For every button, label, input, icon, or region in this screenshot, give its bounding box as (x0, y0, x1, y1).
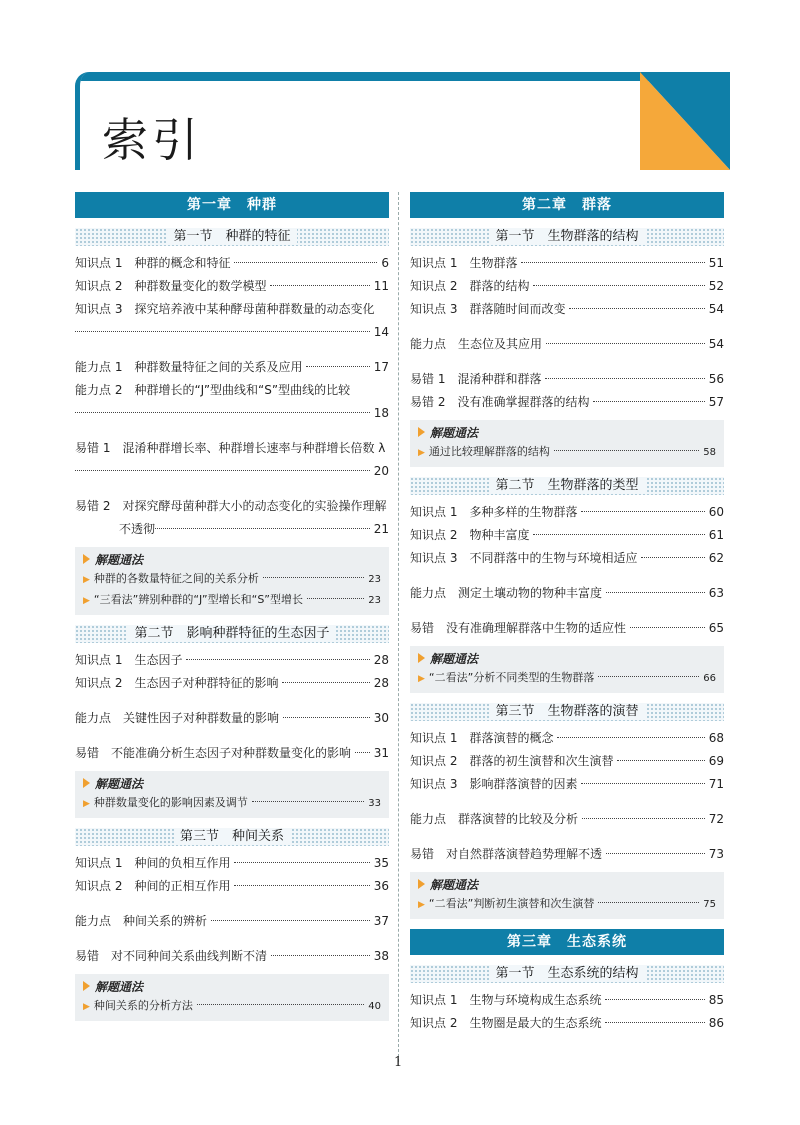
toc-entry[interactable]: 易错 没有准确理解群落中生物的适应性 65 (410, 621, 724, 635)
right-column (410, 192, 724, 1035)
toc-entry[interactable]: 知识点 1 生态因子 28 (75, 653, 389, 667)
chapter-heading: 第一章 种群 (75, 192, 389, 218)
section-heading: 第二节 生物群落的类型 (410, 477, 724, 495)
triangle-bullet-icon: ▶ (418, 674, 425, 684)
triangle-bullet-icon: ▶ (418, 900, 425, 910)
toc-entry[interactable]: 易错 2 没有准确掌握群落的结构 57 (410, 395, 724, 409)
method-entry[interactable]: ▶ 通过比较理解群落的结构 58 (418, 442, 716, 463)
method-title: 解题通法 (83, 978, 381, 996)
header-bar (80, 72, 730, 81)
triangle-bullet-icon: ▶ (83, 799, 90, 809)
toc-entry[interactable]: 知识点 2 群落的初生演替和次生演替 69 (410, 754, 724, 768)
toc-entry[interactable]: 易错 1 混淆种群和群落 56 (410, 372, 724, 386)
method-box (410, 646, 724, 693)
method-box (410, 872, 724, 919)
toc-entry[interactable]: 易错 1 混淆种群增长率、种群增长速率与种群增长倍数 λ 20 (75, 441, 389, 478)
flag-icon (418, 427, 425, 437)
toc-entry[interactable]: 知识点 3 探究培养液中某种酵母菌种群数量的动态变化 14 (75, 302, 389, 339)
method-entry[interactable]: ▶ “三看法”辨别种群的“J”型增长和“S”型增长 23 (83, 590, 381, 611)
toc-entry[interactable]: 知识点 2 种群数量变化的数学模型 11 (75, 279, 389, 293)
triangle-bullet-icon: ▶ (83, 575, 90, 585)
toc-entry[interactable]: 易错 对不同种间关系曲线判断不清 38 (75, 949, 389, 963)
corner-fold-decoration (640, 72, 730, 170)
toc-entry[interactable]: 能力点 群落演替的比较及分析 72 (410, 812, 724, 826)
toc-entry[interactable]: 知识点 1 多种多样的生物群落 60 (410, 505, 724, 519)
method-title: 解题通法 (418, 876, 716, 894)
section-heading: 第一节 生态系统的结构 (410, 965, 724, 983)
toc-entry[interactable]: 能力点 测定土壤动物的物种丰富度 63 (410, 586, 724, 600)
triangle-bullet-icon: ▶ (418, 448, 425, 458)
flag-icon (83, 554, 90, 564)
flag-icon (418, 653, 425, 663)
toc-entry[interactable]: 知识点 2 物种丰富度 61 (410, 528, 724, 542)
toc-entry[interactable]: 知识点 2 生态因子对种群特征的影响 28 (75, 676, 389, 690)
method-entry[interactable]: ▶ “二看法”判断初生演替和次生演替 75 (418, 894, 716, 915)
triangle-bullet-icon: ▶ (83, 596, 90, 606)
toc-entry[interactable]: 能力点 种间关系的辨析 37 (75, 914, 389, 928)
toc-entry[interactable]: 知识点 2 生物圈是最大的生态系统 86 (410, 1016, 724, 1030)
column-divider (398, 192, 399, 1062)
section-heading: 第二节 影响种群特征的生态因子 (75, 625, 389, 643)
page-title: 索引 (102, 113, 202, 167)
toc-entry[interactable]: 易错 对自然群落演替趋势理解不透 73 (410, 847, 724, 861)
left-column (75, 192, 389, 1021)
chapter-heading: 第二章 群落 (410, 192, 724, 218)
method-title: 解题通法 (83, 775, 381, 793)
toc-entry[interactable]: 能力点 关键性因子对种群数量的影响 30 (75, 711, 389, 725)
flag-icon (83, 778, 90, 788)
method-title: 解题通法 (418, 424, 716, 442)
section-heading: 第三节 生物群落的演替 (410, 703, 724, 721)
section-heading: 第三节 种间关系 (75, 828, 389, 846)
method-title: 解题通法 (83, 551, 381, 569)
method-box (75, 771, 389, 818)
page-number: 1 (394, 1055, 403, 1070)
chapter-heading: 第三章 生态系统 (410, 929, 724, 955)
toc-entry[interactable]: 能力点 2 种群增长的“J”型曲线和“S”型曲线的比较 18 (75, 383, 389, 420)
flag-icon (83, 981, 90, 991)
method-box (75, 974, 389, 1021)
method-entry[interactable]: ▶ “二看法”分析不同类型的生物群落 66 (418, 668, 716, 689)
triangle-bullet-icon: ▶ (83, 1002, 90, 1012)
toc-entry[interactable]: 知识点 1 生物与环境构成生态系统 85 (410, 993, 724, 1007)
toc-entry[interactable]: 知识点 2 种间的正相互作用 36 (75, 879, 389, 893)
method-box (410, 420, 724, 467)
toc-entry[interactable]: 知识点 3 影响群落演替的因素 71 (410, 777, 724, 791)
index-header (75, 72, 730, 170)
method-box (75, 547, 389, 615)
toc-entry[interactable]: 知识点 1 种间的负相互作用 35 (75, 856, 389, 870)
method-entry[interactable]: ▶ 种间关系的分析方法 40 (83, 996, 381, 1017)
section-heading: 第一节 生物群落的结构 (410, 228, 724, 246)
method-entry[interactable]: ▶ 种群数量变化的影响因素及调节 33 (83, 793, 381, 814)
flag-icon (418, 879, 425, 889)
toc-entry[interactable]: 易错 不能准确分析生态因子对种群数量变化的影响 31 (75, 746, 389, 760)
toc-entry[interactable]: 易错 2 对探究酵母菌种群大小的动态变化的实验操作理解 不透彻 21 (75, 499, 389, 536)
toc-entry[interactable]: 知识点 1 生物群落 51 (410, 256, 724, 270)
toc-entry[interactable]: 知识点 3 不同群落中的生物与环境相适应 62 (410, 551, 724, 565)
toc-entry[interactable]: 能力点 生态位及其应用 54 (410, 337, 724, 351)
toc-entry[interactable]: 知识点 3 群落随时间而改变 54 (410, 302, 724, 316)
method-entry[interactable]: ▶ 种群的各数量特征之间的关系分析 23 (83, 569, 381, 590)
toc-entry[interactable]: 知识点 1 种群的概念和特征 6 (75, 256, 389, 270)
toc-entry[interactable]: 能力点 1 种群数量特征之间的关系及应用 17 (75, 360, 389, 374)
section-heading: 第一节 种群的特征 (75, 228, 389, 246)
method-title: 解题通法 (418, 650, 716, 668)
toc-entry[interactable]: 知识点 2 群落的结构 52 (410, 279, 724, 293)
toc-entry[interactable]: 知识点 1 群落演替的概念 68 (410, 731, 724, 745)
